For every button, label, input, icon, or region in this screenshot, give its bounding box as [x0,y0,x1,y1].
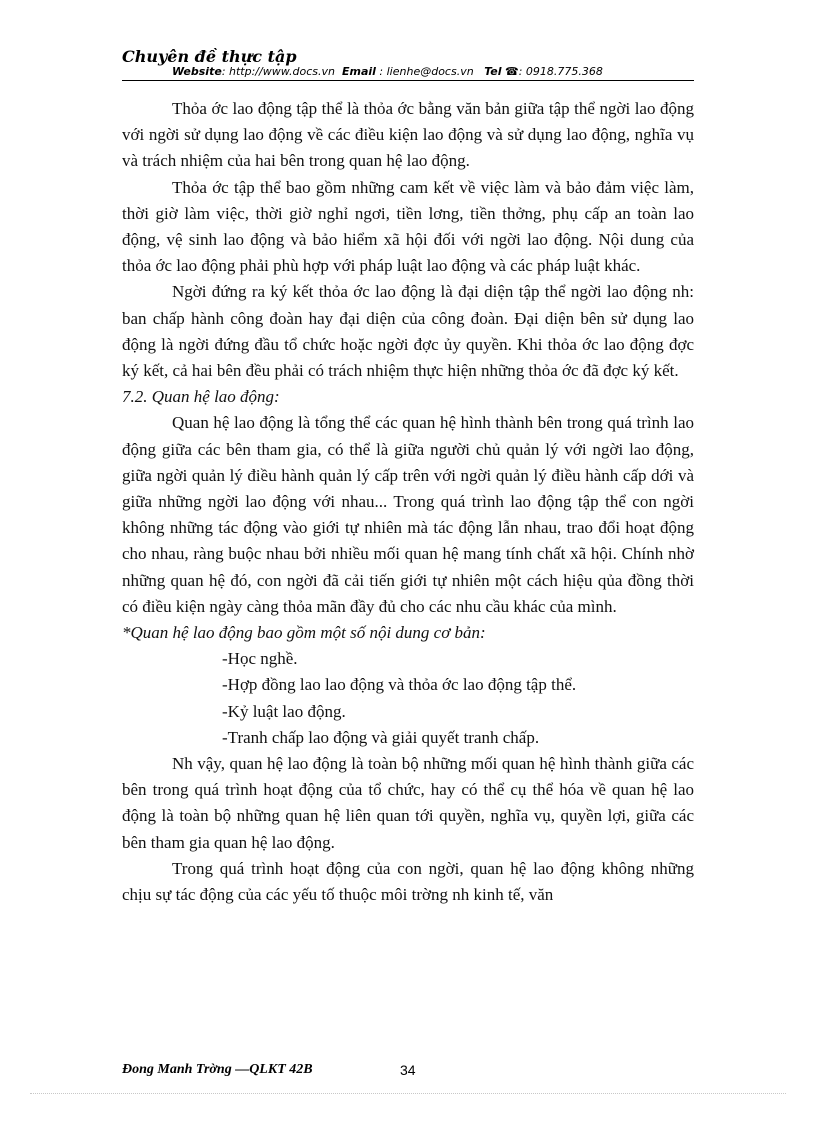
page-footer [122,1062,416,1078]
paragraph-3: Ngời đứng ra ký kết thỏa ớc lao động là đại diện tập thể ngời lao động nh: ban chấp hành công đoàn hay đại diện của công đoàn. Đại diện bên sử dụng lao động là ngời đứng đầu tổ chức hoặc ngời đợc ủy quyền. Khi thỏa ớc lao động đợc ký kết, cả hai bên đều phải có trách nhiệm thực hiện những thỏa ớc đã đợc ký kết. [122,282,694,381]
tel-label: Tel [484,65,502,78]
page-header [122,47,694,78]
paragraph-5: Nh vậy, quan hệ lao động là toàn bộ những mối quan hệ hình thành giữa các bên trong quá trình hoạt động của tổ chức, hay có thể cụ thể hóa về quan hệ lao động là toàn bộ những quan hệ liên quan tới quyền, nghĩa vụ, quyền lợi, giữa các bên tham gia quan hệ lao động. [122,754,694,852]
paragraph-2: Thỏa ớc tập thể bao gồm những cam kết về việc làm và bảo đảm việc làm, thời giờ làm việc, thời giờ nghỉ ngơi, tiền lơng, tiền thởng, phụ cấp an toàn lao động, vệ sinh lao động và bảo hiểm xã hội đối với ngời lao động. Nội dung của thỏa ớc lao động phải phù hợp với pháp luật lao động và các pháp luật khác. [122,177,694,276]
phone-icon: ☎ [505,65,519,78]
list-heading: *Quan hệ lao động bao gồm một số nội dung cơ bản: [122,623,486,643]
header-divider [122,80,694,81]
website-value: : http://www.docs.vn [221,65,335,78]
tel-value: : 0918.775.368 [518,65,603,78]
footer-author: Đong Manh Trờng —QLKT 42B [122,1062,313,1077]
website-label: Website [172,65,222,78]
email-value: : lienhe@docs.vn [379,65,474,78]
list-item: -Tranh chấp lao động và giải quyết tranh chấp. [222,727,540,747]
header-contact-line [172,65,603,78]
list-item: -Hợp đồng lao lao động và thỏa ớc lao động tập thể. [222,675,577,695]
page-bottom-divider [30,1093,786,1094]
paragraph-4: Quan hệ lao động là tổng thể các quan hệ hình thành bên trong quá trình lao động giữa các bên tham gia, có thể là giữa người chủ quản lý với ngời lao động, giữa ngời quản lý điều hành quản lý cấp trên với ngời quản lý điều hành cấp dới và giữa những ngời lao động với nhau... Trong quá trình lao động tập thể con ngời không những tác động vào giới tự nhiên mà tác động lẫn nhau, trao đổi hoạt động cho nhau, ràng buộc nhau bởi nhiều mối quan hệ mang tính chất xã hội. Chính nhờ những quan hệ đó, con ngời đã cải tiến giới tự nhiên một cách hiệu qủa đồng thời có điều kiện ngày càng thỏa mãn đầy đủ cho các nhu cầu khác của mình. [122,413,694,616]
document-body [122,96,694,908]
list-item: -Kỷ luật lao động. [222,701,346,721]
email-label: Email [341,65,376,78]
list-item: -Học nghề. [222,649,298,669]
paragraph-6: Trong quá trình hoạt động của con ngời, quan hệ lao động không những chịu sự tác động của các yếu tố thuộc môi trờng nh kinh tế, văn [122,858,694,905]
section-heading: 7.2. Quan hệ lao động: [122,387,280,407]
paragraph-1: Thỏa ớc lao động tập thể là thỏa ớc bằng văn bản giữa tập thể ngời lao động với ngời sử dụng lao động về các điều kiện lao động và sử dụng lao động, nghĩa vụ và trách nhiệm của hai bên trong quan hệ lao động. [122,99,694,171]
header-title: Chuyên đề thực tập [122,47,297,66]
page-number: 34 [400,1062,416,1078]
